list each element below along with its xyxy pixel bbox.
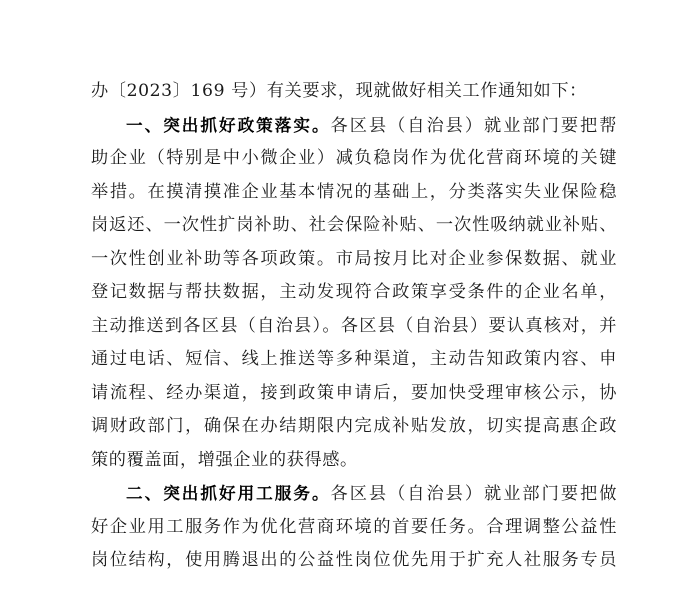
line-text: 策的覆盖面，增强企业的获得感。: [91, 449, 358, 470]
text-line-1: [91, 75, 617, 109]
line-text: 岗返还、一次性扩岗补助、社会保险补贴、一次性吸纳就业补贴、: [91, 215, 617, 235]
text-line-14: [91, 511, 617, 545]
text-line-9: [91, 343, 617, 377]
text-line-4: [91, 176, 617, 210]
line-text: 一次性创业补助等各项政策。市局按月比对企业参保数据、就业: [91, 248, 617, 269]
text-line-10: [91, 377, 617, 411]
section-heading-1: 一、突出抓好政策落实。: [126, 115, 331, 135]
line-text: 各区县（自治县）就业部门要把帮: [330, 115, 617, 136]
line-text: 助企业（特别是中小微企业）减负稳岗作为优化营商环境的关键: [91, 148, 617, 168]
text-line-2: [91, 109, 617, 143]
line-text: 岗位结构，使用腾退出的公益性岗位优先用于扩充人社服务专员: [91, 550, 617, 570]
section-heading-2: 二、突出抓好用工服务。: [126, 484, 331, 503]
text-line-13: [91, 477, 617, 511]
line-text: 通过电话、短信、线上推送等多种渠道，主动告知政策内容、申: [91, 349, 617, 369]
text-line-3: [91, 142, 617, 176]
line-text: 办〔2023〕169 号）有关要求，现就做好相关工作通知如下：: [91, 81, 587, 101]
text-line-15: [91, 544, 617, 578]
text-line-6: [91, 243, 617, 277]
line-text: 调财政部门，确保在办结期限内完成补贴发放，切实提高惠企政: [91, 416, 617, 436]
line-text: 各区县（自治县）就业部门要把做: [330, 484, 617, 504]
text-line-5: [91, 209, 617, 243]
line-text: 举措。在摸清摸准企业基本情况的基础上，分类落实失业保险稳: [91, 181, 617, 202]
line-text: 主动推送到各区县（自治县）。各区县（自治县）要认真核对，并: [91, 315, 617, 336]
text-line-7: [91, 276, 617, 310]
document-body: [91, 75, 617, 578]
text-line-11: [91, 410, 617, 444]
line-text: 请流程、经办渠道，接到政策申请后，要加快受理审核公示，协: [91, 382, 617, 403]
text-line-8: [91, 310, 617, 344]
line-text: 登记数据与帮扶数据，主动发现符合政策享受条件的企业名单，: [91, 282, 617, 302]
text-line-12: [91, 444, 617, 478]
line-text: 好企业用工服务作为优化营商环境的首要任务。合理调整公益性: [91, 516, 617, 537]
